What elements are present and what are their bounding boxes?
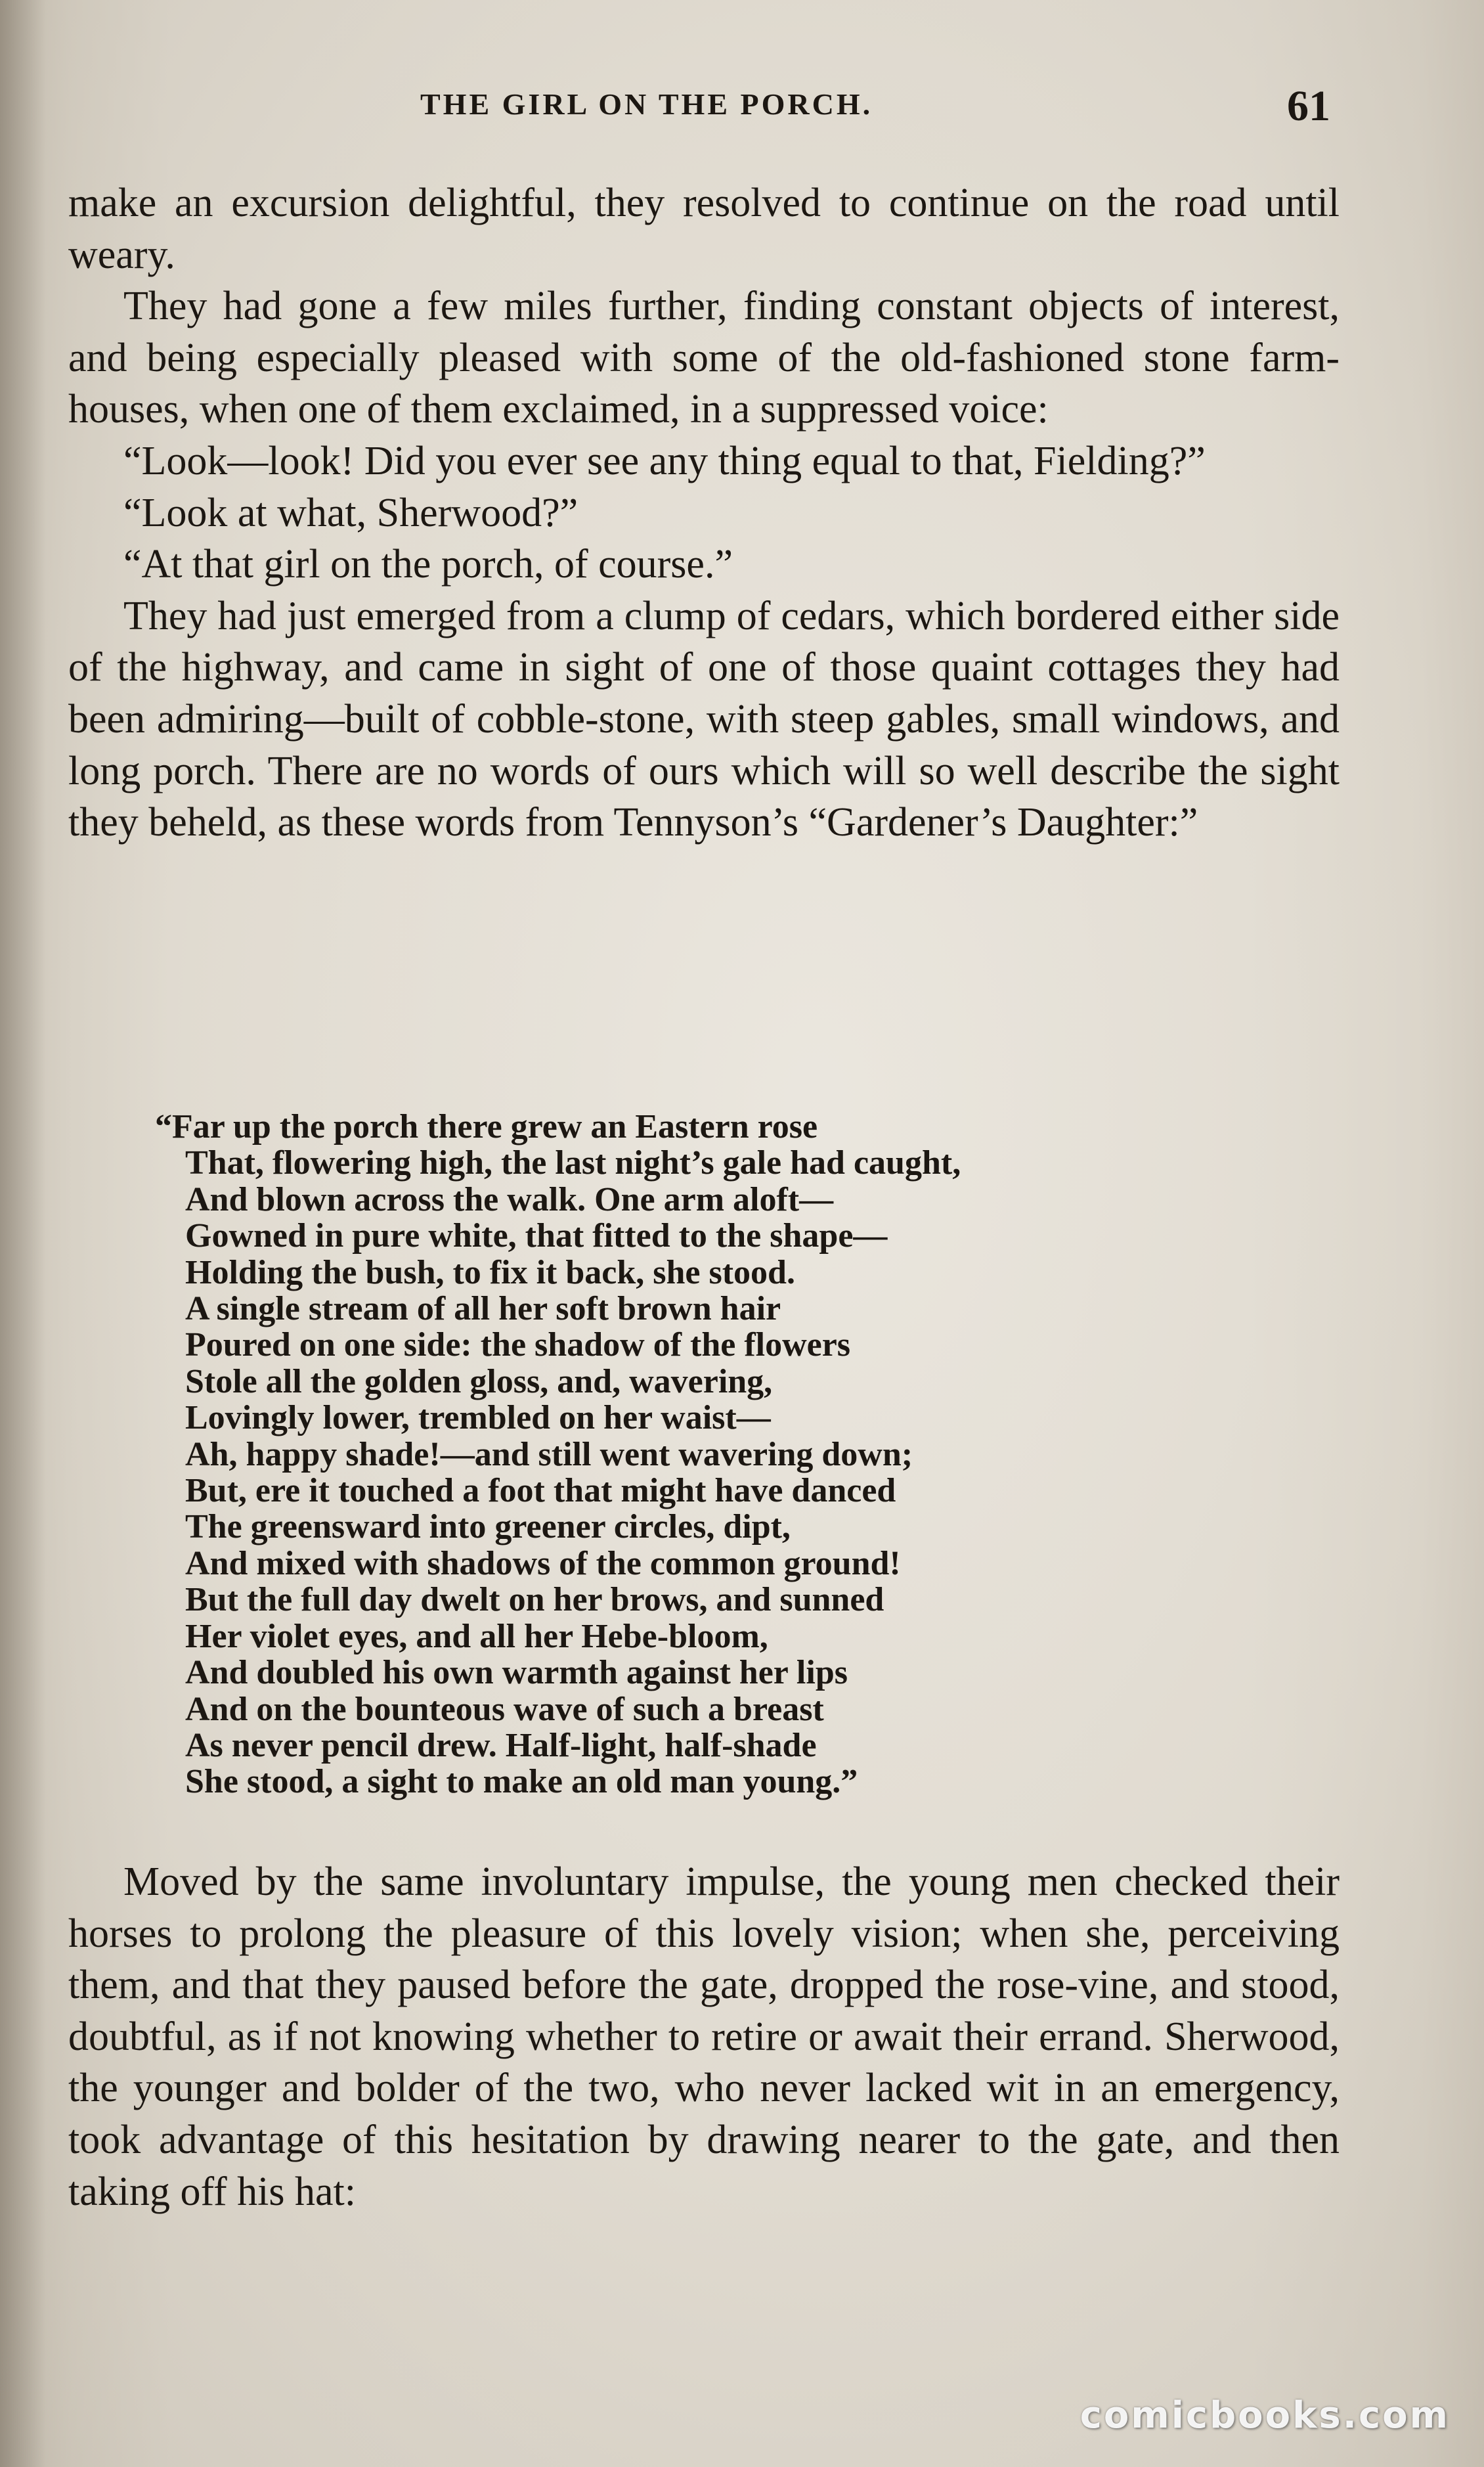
running-head: THE GIRL ON THE PORCH.: [420, 87, 873, 121]
poem-line: Holding the bush, to fix it back, she stood.: [185, 1253, 795, 1291]
poem-line: And blown across the walk. One arm aloft—: [185, 1180, 834, 1218]
paragraph: Moved by the same involuntary impulse, the young men checked their horses to prolong the pleasure of this lovely vision; when she, perceiving them, and that they paused before the gate, dropped the rose-vine, and stood, doubtful, as if not knowing whether to retire or await their errand. Sherwood, the younger and bolder of the two, who never lacked wit in an emergency, took advantage of this hesitation by drawing nearer to the gate, and then taking off his hat:: [68, 1859, 1340, 2214]
poem-line: Ah, happy shade!—and still went wavering down;: [185, 1435, 913, 1473]
poem-line: “Far up the porch there grew an Eastern rose: [155, 1108, 818, 1145]
poem-line: And doubled his own warmth against her lips: [185, 1654, 848, 1692]
poem-line: The greensward into greener circles, dipt,: [185, 1508, 791, 1546]
paragraph: They had gone a few miles further, finding constant objects of interest, and being especially pleased with some of the old-fashioned stone farm-houses, when one of them exclaimed, in a suppressed voice:: [68, 284, 1340, 432]
poem-line: Her violet eyes, and all her Hebe-bloom,: [185, 1617, 768, 1655]
poem-line: Lovingly lower, trembled on her waist—: [185, 1399, 771, 1437]
poem-line: Poured on one side: the shadow of the flowers: [185, 1326, 851, 1364]
poem-line: But, ere it touched a foot that might have danced: [185, 1472, 896, 1510]
page-edge-shadow: [0, 0, 46, 2467]
poem-line: But the full day dwelt on her brows, and sunned: [185, 1581, 884, 1619]
poem-line: A single stream of all her soft brown hair: [185, 1290, 781, 1328]
paragraph: “At that girl on the porch, of course.”: [123, 542, 733, 587]
poem-quotation: [155, 1108, 1249, 1801]
paragraph: “Look at what, Sherwood?”: [123, 490, 578, 535]
page-number: 61: [1287, 82, 1330, 130]
body-text-bottom: [68, 1856, 1340, 2217]
paragraph: make an excursion delightful, they resolved to continue on the road until weary.: [68, 181, 1340, 277]
watermark: comicbooks.com: [1080, 2394, 1450, 2437]
poem-line: She stood, a sight to make an old man young.”: [185, 1763, 858, 1801]
body-text-top: [68, 177, 1340, 849]
paragraph: “Look—look! Did you ever see any thing equal to that, Fielding?”: [123, 438, 1206, 483]
poem-line: And on the bounteous wave of such a breast: [185, 1690, 824, 1728]
poem-line: Gowned in pure white, that fitted to the shape—: [185, 1217, 888, 1255]
poem-line: As never pencil drew. Half-light, half-shade: [185, 1726, 817, 1764]
poem-line: And mixed with shadows of the common ground!: [185, 1544, 901, 1582]
poem-line: That, flowering high, the last night’s gale had caught,: [185, 1144, 961, 1182]
poem-line: Stole all the golden gloss, and, wavering,: [185, 1362, 773, 1400]
paragraph: They had just emerged from a clump of cedars, which bordered either side of the highway, and came in sight of one of those quaint cottages they had been admiring—built of cobble-stone, with steep gables, small windows, and long porch. There are no words of ours which will so well describe the sight they beheld, as these words from Tennyson’s “Gardener’s Daughter:”: [68, 593, 1340, 845]
